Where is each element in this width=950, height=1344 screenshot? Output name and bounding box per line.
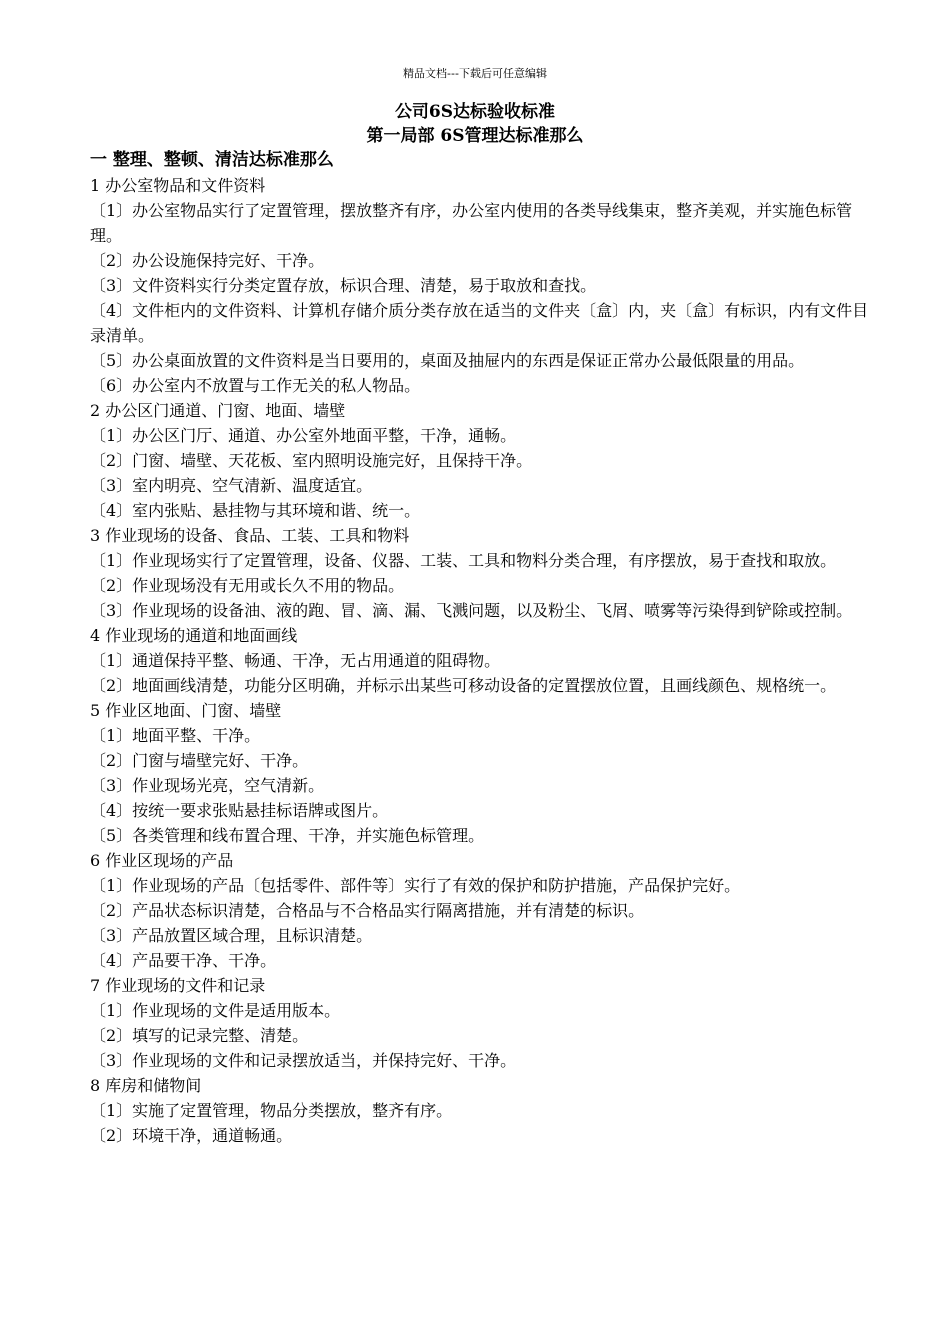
section-heading: 一 整理、整顿、清洁达标准那么: [90, 150, 334, 170]
list-item: 〔1〕地面平整、干净。: [90, 726, 261, 745]
list-item: 〔3〕作业现场光亮，空气清新。: [90, 776, 325, 795]
list-item: 〔3〕文件资料实行分类定置存放，标识合理、清楚，易于取放和查找。: [90, 276, 597, 295]
list-item: 〔3〕作业现场的设备油、液的跑、冒、滴、漏、飞溅问题，以及粉尘、飞屑、喷雾等污染得到铲除或控制。: [90, 601, 853, 620]
header-note: 精品文档---下载后可任意编辑: [403, 67, 547, 80]
list-item: 〔1〕办公区门厅、通道、办公室外地面平整，干净，通畅。: [90, 426, 517, 445]
list-item: 〔1〕办公室物品实行了定置管理，摆放整齐有序，办公室内使用的各类导线集束，整齐美观，并实施色标管理。: [90, 201, 853, 245]
list-item: 〔4〕按统一要求张贴悬挂标语牌或图片。: [90, 801, 389, 820]
list-item: 〔4〕室内张贴、悬挂物与其环境和谐、统一。: [90, 501, 421, 520]
list-item: 〔2〕门窗、墙壁、天花板、室内照明设施完好，且保持干净。: [90, 451, 533, 470]
group-title: 1 办公室物品和文件资料: [90, 176, 266, 195]
list-item: 〔2〕产品状态标识清楚，合格品与不合格品实行隔离措施，并有清楚的标识。: [90, 901, 645, 920]
list-item: 〔6〕办公室内不放置与工作无关的私人物品。: [90, 376, 421, 395]
list-item: 〔2〕环境干净，通道畅通。: [90, 1126, 293, 1145]
list-item: 〔3〕产品放置区域合理，且标识清楚。: [90, 926, 373, 945]
document-subtitle: 第一局部 6S管理达标准那么: [366, 126, 584, 146]
group-title: 6 作业区现场的产品: [90, 851, 234, 870]
list-item: 〔2〕作业现场没有无用或长久不用的物品。: [90, 576, 405, 595]
list-item: 〔5〕各类管理和线布置合理、干净，并实施色标管理。: [90, 826, 485, 845]
list-item: 〔1〕实施了定置管理，物品分类摆放，整齐有序。: [90, 1101, 453, 1120]
group-1: [90, 173, 870, 398]
group-3: [90, 523, 870, 623]
document-body: [90, 148, 870, 1148]
list-item: 〔1〕通道保持平整、畅通、干净，无占用通道的阻碍物。: [90, 651, 501, 670]
group-6: [90, 848, 870, 973]
group-title: 2 办公区门通道、门窗、地面、墙壁: [90, 401, 346, 420]
list-item: 〔4〕产品要干净、干净。: [90, 951, 277, 970]
list-item: 〔2〕地面画线清楚，功能分区明确，并标示出某些可移动设备的定置摆放位置，且画线颜色、规格统一。: [90, 676, 837, 695]
list-item: 〔1〕作业现场实行了定置管理，设备、仪器、工装、工具和物料分类合理，有序摆放，易于查找和取放。: [90, 551, 837, 570]
group-title: 8 库房和储物间: [90, 1076, 202, 1095]
list-item: 〔3〕作业现场的文件和记录摆放适当，并保持完好、干净。: [90, 1051, 517, 1070]
group-4: [90, 623, 870, 698]
group-2: [90, 398, 870, 523]
list-item: 〔4〕文件柜内的文件资料、计算机存储介质分类存放在适当的文件夹〔盒〕内，夹〔盒〕有标识，内有文件目录清单。: [90, 301, 869, 345]
list-item: 〔2〕门窗与墙壁完好、干净。: [90, 751, 309, 770]
list-item: 〔3〕室内明亮、空气清新、温度适宜。: [90, 476, 373, 495]
list-item: 〔1〕作业现场的文件是适用版本。: [90, 1001, 341, 1020]
group-8: [90, 1073, 870, 1148]
document-title: 公司6S达标验收标准: [394, 102, 556, 122]
list-item: 〔5〕办公桌面放置的文件资料是当日要用的，桌面及抽屉内的东西是保证正常办公最低限量的用品。: [90, 351, 805, 370]
list-item: 〔2〕办公设施保持完好、干净。: [90, 251, 325, 270]
list-item: 〔2〕填写的记录完整、清楚。: [90, 1026, 309, 1045]
group-7: [90, 973, 870, 1073]
group-title: 7 作业现场的文件和记录: [90, 976, 266, 995]
list-item: 〔1〕作业现场的产品〔包括零件、部件等〕实行了有效的保护和防护措施，产品保护完好。: [90, 876, 741, 895]
group-title: 5 作业区地面、门窗、墙壁: [90, 701, 282, 720]
group-title: 3 作业现场的设备、食品、工装、工具和物料: [90, 526, 410, 545]
group-5: [90, 698, 870, 848]
group-title: 4 作业现场的通道和地面画线: [90, 626, 298, 645]
